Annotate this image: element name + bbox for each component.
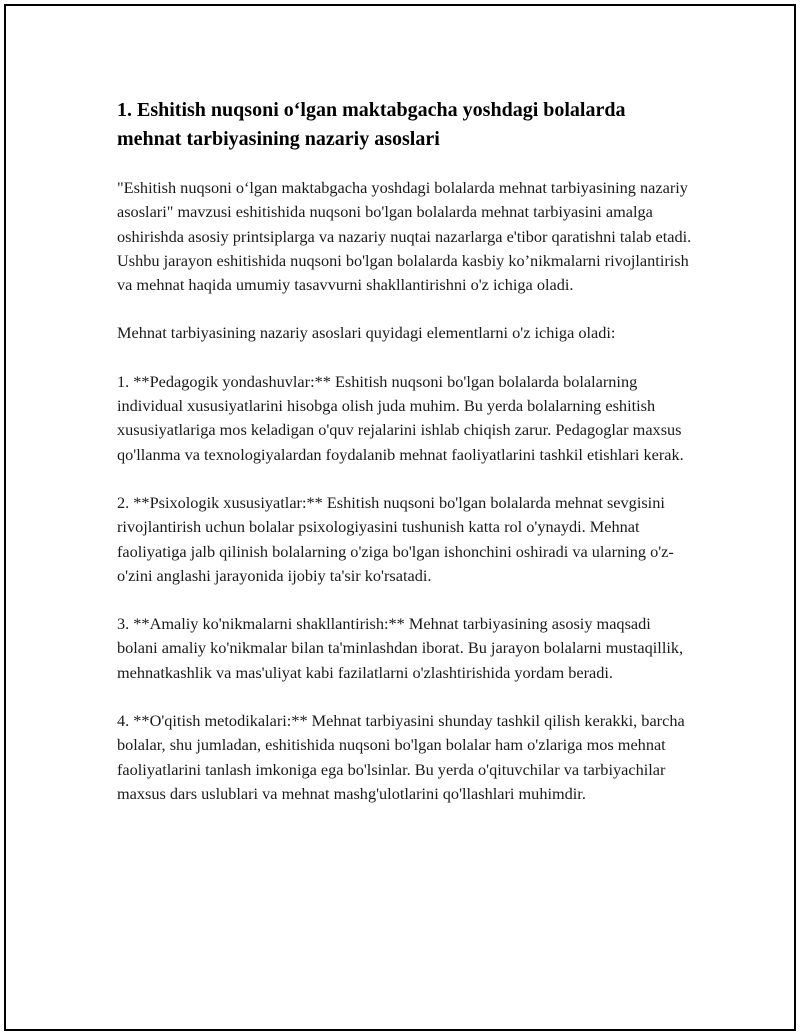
elements-lead-paragraph: Mehnat tarbiyasining nazariy asoslari quyidagi elementlarni o'z ichiga oladi: — [117, 323, 616, 343]
point-psychological-features: 2. **Psixologik xususiyatlar:** Eshitish nuqsoni bo'lgan bolalarda mehnat sevgisini rivojlantirish uchun bolalar psixologiyasini tushunish katta rol o'ynaydi. Mehnat faoliyatiga jalb qilinish bolalarning o'ziga bo'lgan ishonchini oshiradi va ularning o'z-o'zini anglashi jarayonida ijobiy ta'sir ko'rsatadi. — [117, 492, 674, 585]
point-practical-skills: 3. **Amaliy ko'nikmalarni shakllantirish:** Mehnat tarbiyasining asosiy maqsadi bolani amaliy ko'nikmalar bilan ta'minlashdan iborat. Bu jarayon bolalarni mustaqillik, mehnatkashlik va mas'uliyat kabi fazilatlarni o'zlashtirishida yordam beradi. — [117, 614, 684, 682]
point-teaching-methods: 4. **O'qitish metodikalari:** Mehnat tarbiyasini shunday tashkil qilish kerakki, barcha bolalar, shu jumladan, eshitishida nuqsoni bo'lgan bolalar ham o'zlariga mos mehnat faoliyatlarini tanlash imkoniga ega bo'lsinlar. Bu yerda o'qituvchilar va tarbiyachilar maxsus dars uslublari va mehnat mashg'ulotlarini qo'llashlari muhimdir. — [117, 711, 685, 803]
point-pedagogical-approaches: 1. **Pedagogik yondashuvlar:** Eshitish nuqsoni bo'lgan bolalarda bolalarning individual xususiyatlarini hisobga olish juda muhim. Bu yerda bolalarning eshitish xususiyatlariga mos keladigan o'quv rejalarini ishlab chiqish zarur. Pedagoglar maxsus qo'llanma va texnologiyalardan foydalanib mehnat faoliyatlarini tashkil etishlari kerak. — [117, 371, 684, 464]
document-body — [117, 96, 692, 830]
intro-paragraph: "Eshitish nuqsoni o‘lgan maktabgacha yoshdagi bolalarda mehnat tarbiyasining nazariy asoslari" mavzusi eshitishida nuqsoni bo'lgan bolalarda mehnat tarbiyasini amalga oshirishda asosiy printsiplarga va nazariy nuqtai nazarlarga e'tibor qaratishni talab etadi. Ushbu jarayon eshitishida nuqsoni bo'lgan bolalarda kasbiy ko’nikmalarni rivojlantirish va mehnat haqida umumiy tasavvurni shakllantirishni o'z ichiga oladi. — [117, 178, 692, 295]
section-heading: 1. Eshitish nuqsoni o‘lgan maktabgacha yoshdagi bolalarda mehnat tarbiyasining nazariy asoslari — [117, 99, 626, 150]
